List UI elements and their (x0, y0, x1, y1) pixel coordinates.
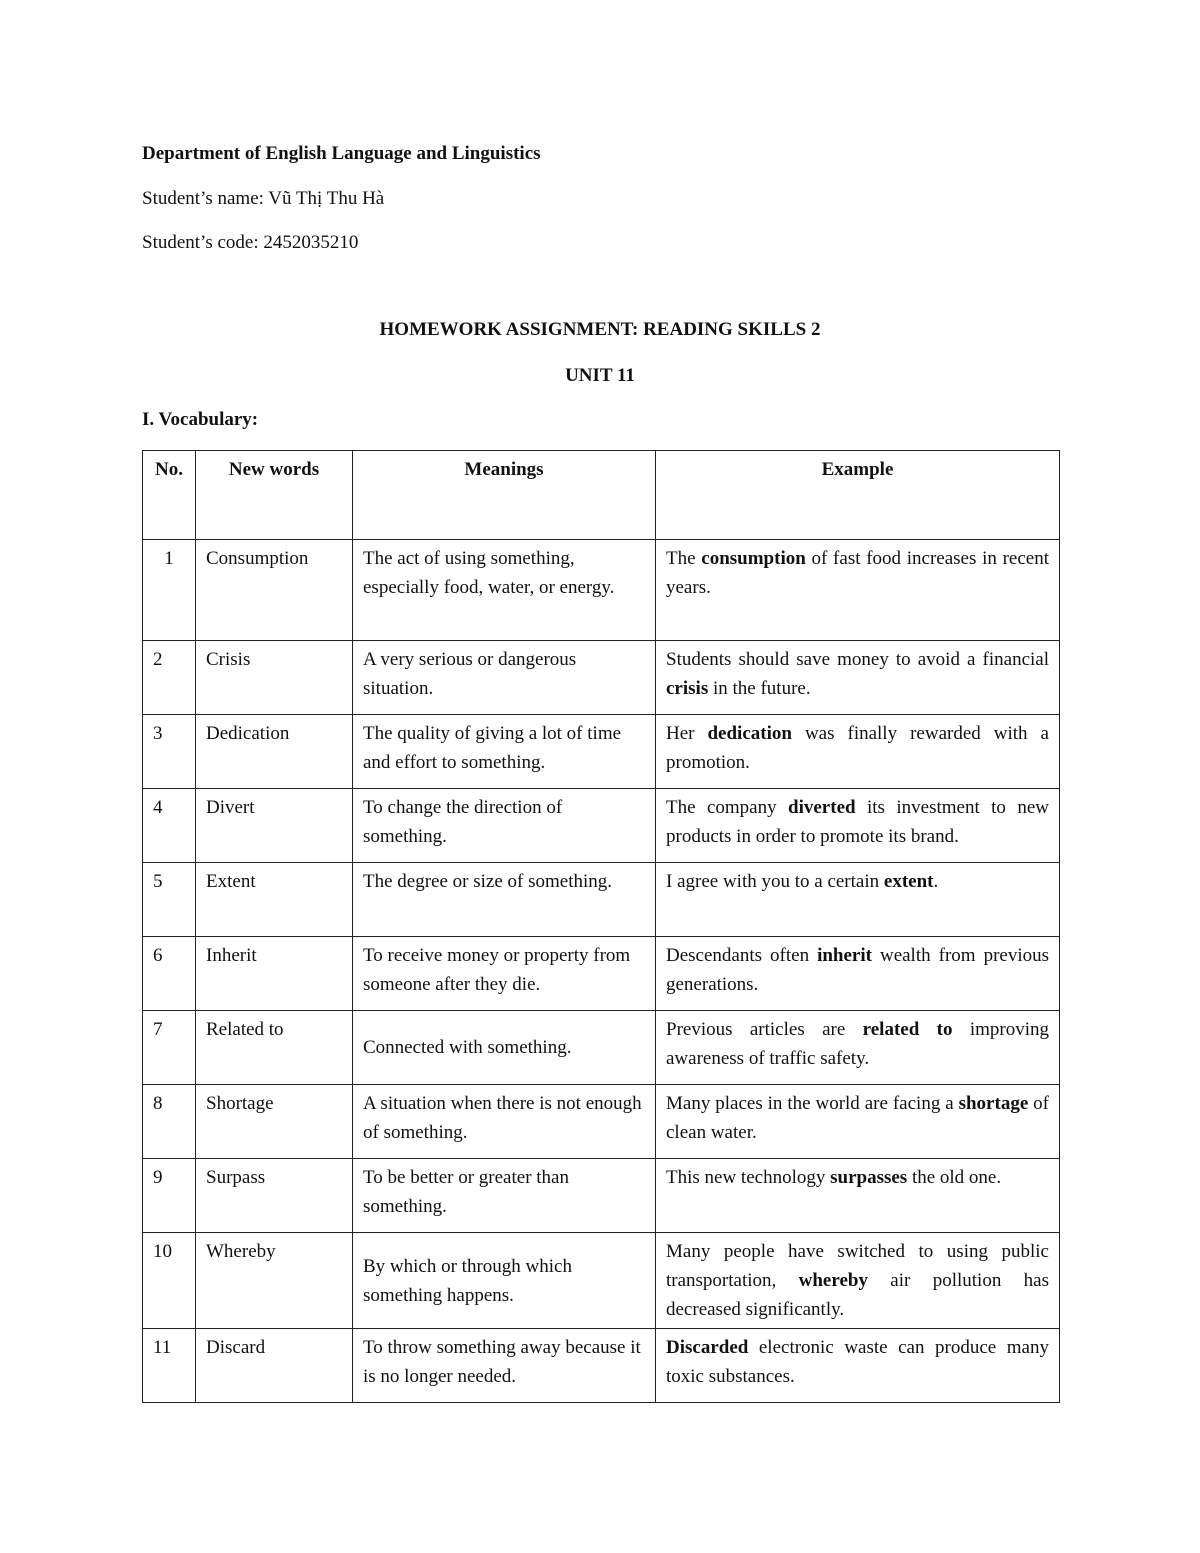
example-text: . (933, 871, 939, 892)
student-code: Student’s code: 2452035210 (142, 232, 359, 253)
example-text: in the future. (708, 678, 811, 699)
example-keyword: related to (862, 1019, 953, 1040)
example-sentence (656, 1329, 1060, 1403)
example-sentence (656, 863, 1060, 937)
column-header-example: Example (656, 451, 1060, 540)
word-meaning: By which or through which something happens. (353, 1233, 656, 1329)
word-meaning: The act of using something, especially food, water, or energy. (353, 540, 656, 641)
example-text: Her (666, 723, 708, 744)
row-number: 4 (143, 789, 196, 863)
example-text: I agree with you to a certain (666, 871, 884, 892)
example-text: electronic waste can produce many toxic substances. (666, 1337, 1049, 1387)
example-text: The (666, 548, 702, 569)
example-sentence (656, 1233, 1060, 1329)
example-text: was finally rewarded with a promotion. (666, 723, 1049, 773)
student-name: Student’s name: Vũ Thị Thu Hà (142, 188, 385, 209)
new-word: Inherit (196, 937, 353, 1011)
example-keyword: shortage (958, 1093, 1029, 1114)
table-row (143, 789, 1060, 863)
table-row (143, 1329, 1060, 1403)
example-keyword: diverted (788, 797, 856, 818)
word-meaning: A very serious or dangerous situation. (353, 641, 656, 715)
example-text: Students should save money to avoid a financial (666, 649, 1049, 670)
row-number: 3 (143, 715, 196, 789)
example-text: wealth from previous generations. (666, 945, 1049, 995)
table-row (143, 715, 1060, 789)
row-number: 10 (143, 1233, 196, 1329)
row-number: 8 (143, 1085, 196, 1159)
row-number: 5 (143, 863, 196, 937)
vocabulary-table (142, 450, 1060, 1403)
row-number: 7 (143, 1011, 196, 1085)
word-meaning: A situation when there is not enough of something. (353, 1085, 656, 1159)
example-keyword: inherit (817, 945, 872, 966)
example-keyword: extent (883, 871, 934, 892)
word-meaning: To receive money or property from someone after they die. (353, 937, 656, 1011)
table-row (143, 1159, 1060, 1233)
table-row (143, 1011, 1060, 1085)
example-sentence (656, 1159, 1060, 1233)
example-sentence (656, 789, 1060, 863)
example-keyword: Discarded (666, 1337, 749, 1358)
example-text: Previous articles are (666, 1019, 863, 1040)
table-row (143, 937, 1060, 1011)
example-text: of clean water. (666, 1093, 1049, 1143)
example-keyword: surpasses (830, 1167, 908, 1188)
example-keyword: whereby (798, 1270, 868, 1291)
table-row (143, 1085, 1060, 1159)
example-text: of fast food increases in recent years. (666, 548, 1049, 598)
word-meaning: To be better or greater than something. (353, 1159, 656, 1233)
example-keyword: consumption (701, 548, 806, 569)
example-text: air pollution has decreased significantly. (666, 1270, 1050, 1320)
example-text: Descendants often (666, 945, 818, 966)
word-meaning: The quality of giving a lot of time and effort to something. (353, 715, 656, 789)
row-number: 6 (143, 937, 196, 1011)
column-header-new-words: New words (196, 451, 353, 540)
example-text: Many places in the world are facing a (666, 1093, 959, 1114)
example-text: This new technology (666, 1167, 831, 1188)
example-sentence (656, 1011, 1060, 1085)
assignment-title: HOMEWORK ASSIGNMENT: READING SKILLS 2 (379, 319, 821, 340)
word-meaning: To change the direction of something. (353, 789, 656, 863)
row-number: 9 (143, 1159, 196, 1233)
example-text: Many people have switched to using public transportation, (666, 1241, 1049, 1291)
example-sentence (656, 937, 1060, 1011)
new-word: Related to (196, 1011, 353, 1085)
new-word: Extent (196, 863, 353, 937)
word-meaning: The degree or size of something. (353, 863, 656, 937)
example-sentence (656, 641, 1060, 715)
row-number: 2 (143, 641, 196, 715)
row-number: 11 (143, 1329, 196, 1403)
row-number: 1 (143, 540, 196, 641)
new-word: Dedication (196, 715, 353, 789)
table-row (143, 1233, 1060, 1329)
example-text: improving awareness of traffic safety. (666, 1019, 1049, 1069)
table-row (143, 863, 1060, 937)
new-word: Crisis (196, 641, 353, 715)
table-header-row (143, 451, 1060, 540)
word-meaning: Connected with something. (353, 1011, 656, 1085)
example-text: The company (666, 797, 789, 818)
new-word: Discard (196, 1329, 353, 1403)
section-heading: I. Vocabulary: (142, 409, 259, 430)
example-sentence (656, 1085, 1060, 1159)
word-meaning: To throw something away because it is no longer needed. (353, 1329, 656, 1403)
new-word: Consumption (196, 540, 353, 641)
new-word: Shortage (196, 1085, 353, 1159)
example-keyword: crisis (666, 678, 709, 699)
column-header-no: No. (143, 451, 196, 540)
example-text: the old one. (907, 1167, 1002, 1188)
unit-title: UNIT 11 (565, 365, 635, 386)
column-header-meanings: Meanings (353, 451, 656, 540)
example-keyword: dedication (707, 723, 792, 744)
example-text: its investment to new products in order to promote its brand. (666, 797, 1050, 847)
department-heading: Department of English Language and Linguistics (142, 143, 541, 164)
example-sentence (656, 540, 1060, 641)
new-word: Divert (196, 789, 353, 863)
new-word: Surpass (196, 1159, 353, 1233)
table-row (143, 540, 1060, 641)
table-row (143, 641, 1060, 715)
example-sentence (656, 715, 1060, 789)
new-word: Whereby (196, 1233, 353, 1329)
